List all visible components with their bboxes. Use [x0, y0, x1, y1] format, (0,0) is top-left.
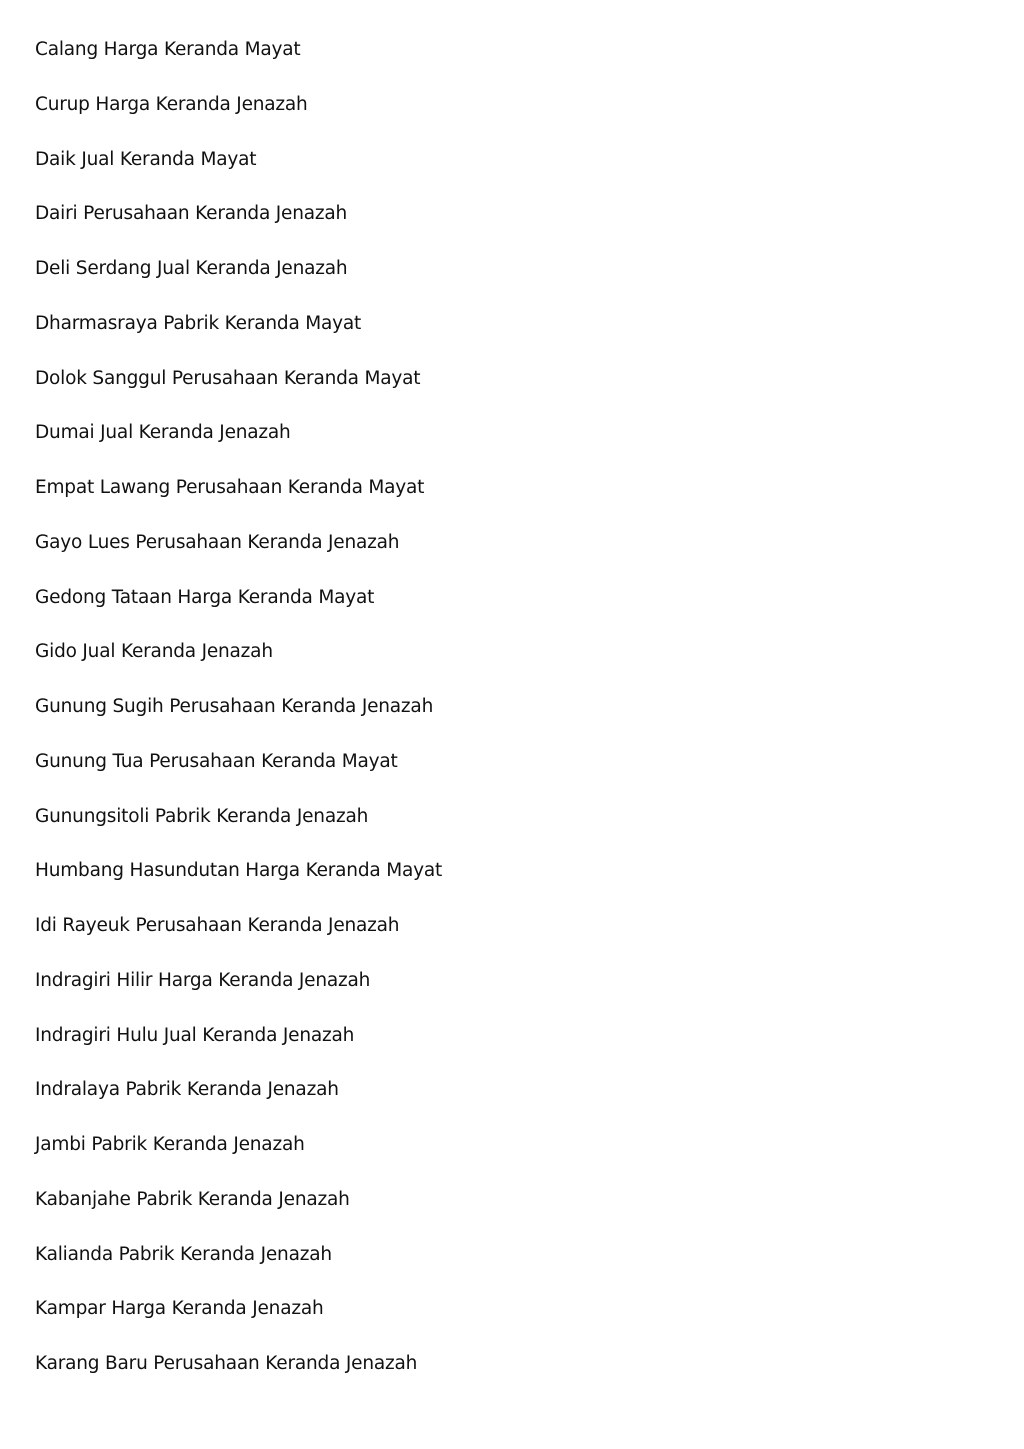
list-item: Dairi Perusahaan Keranda Jenazah — [35, 203, 348, 225]
list-item: Daik Jual Keranda Mayat — [35, 148, 257, 170]
list-item: Indragiri Hilir Harga Keranda Jenazah — [35, 969, 371, 991]
list-item: Gido Jual Keranda Jenazah — [35, 641, 273, 663]
list-item: Dharmasraya Pabrik Keranda Mayat — [35, 312, 362, 334]
list-item: Gayo Lues Perusahaan Keranda Jenazah — [35, 531, 400, 553]
list-item: Karang Baru Perusahaan Keranda Jenazah — [35, 1353, 418, 1374]
list-item: Humbang Hasundutan Harga Keranda Mayat — [35, 860, 443, 882]
list-item: Kabanjahe Pabrik Keranda Jenazah — [35, 1188, 350, 1210]
list-item: Jambi Pabrik Keranda Jenazah — [35, 1134, 305, 1155]
list-item: Dumai Jual Keranda Jenazah — [35, 422, 291, 444]
list-item: Calang Harga Keranda Mayat — [35, 39, 301, 60]
list-item: Gedong Tataan Harga Keranda Mayat — [35, 586, 375, 608]
list-item: Curup Harga Keranda Jenazah — [35, 93, 308, 115]
list-item: Empat Lawang Perusahaan Keranda Mayat — [35, 477, 425, 498]
list-item: Idi Rayeuk Perusahaan Keranda Jenazah — [35, 915, 400, 936]
list-item: Kalianda Pabrik Keranda Jenazah — [35, 1243, 332, 1265]
list-item: Gunungsitoli Pabrik Keranda Jenazah — [35, 805, 369, 827]
list-item: Indralaya Pabrik Keranda Jenazah — [35, 1079, 339, 1101]
list-item: Gunung Sugih Perusahaan Keranda Jenazah — [35, 696, 434, 717]
list-item: Indragiri Hulu Jual Keranda Jenazah — [35, 1024, 355, 1046]
list-item: Gunung Tua Perusahaan Keranda Mayat — [35, 750, 398, 772]
list-item: Deli Serdang Jual Keranda Jenazah — [35, 258, 348, 279]
entry-list — [35, 36, 442, 1405]
list-item: Kampar Harga Keranda Jenazah — [35, 1298, 324, 1320]
list-item: Dolok Sanggul Perusahaan Keranda Mayat — [35, 367, 421, 389]
